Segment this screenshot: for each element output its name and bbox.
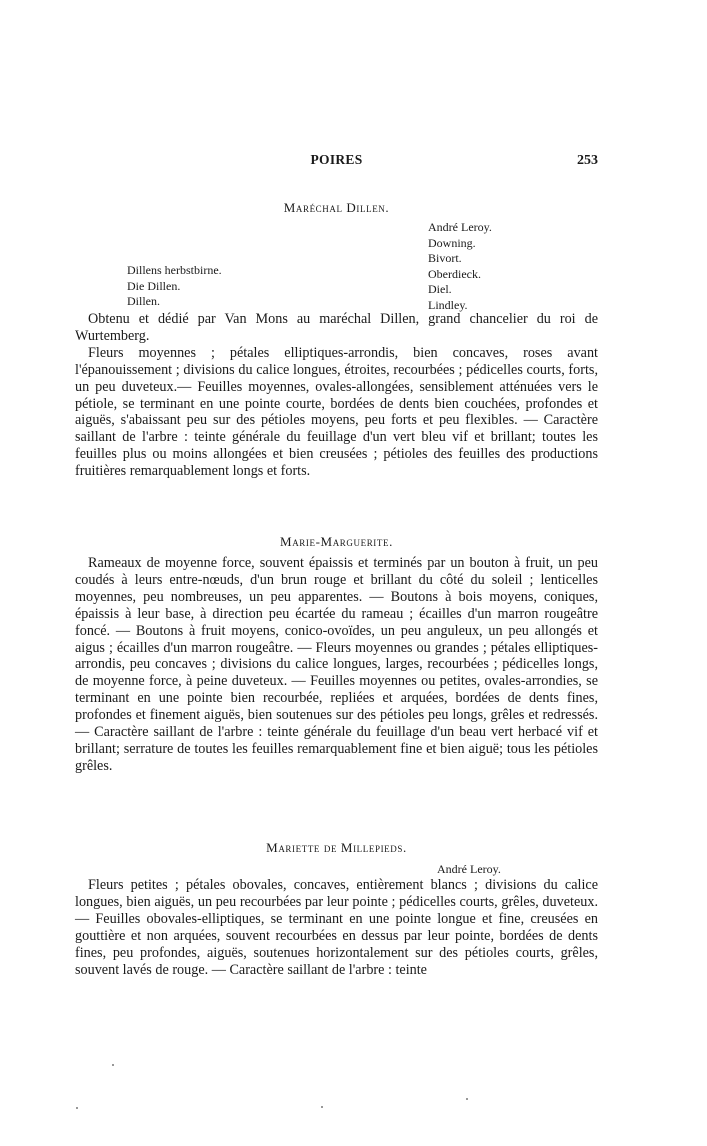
author-reference: Oberdieck.	[428, 266, 481, 281]
paragraph-description: Rameaux de moyenne force, souvent épaissis et terminés par un bouton à fruit, un peu coudés à leurs entre-nœuds, d'un brun rouge et brillant du côté du soleil ; lenticelles moyennes, peu nombreuses, un peu apparentes. — Boutons à bois moyens, coniques, épaissis à leur base, à direction peu écartée du rameau ; écailles d'un marron rougeâtre foncé. — Boutons à fruit moyens, conico-ovoïdes, un peu anguleux, un peu allongés et aigus ; écailles d'un marron rougeâtre. — Fleurs moyennes ou grandes ; pétales elliptiques-arrondis, peu concaves ; divisions du calice longues, larges, recourbées ; pédicelles longs, de moyenne force, à peine duveteux. — Feuilles moyennes ou petites, ovales-arrondies, se terminant en une pointe bien recourbée, repliées et arquées, bordées de dents fines, profondes et finement aiguës, bien soutenues sur des pétioles peu longs, grêles et redressés. — Caractère saillant de l'arbre : teinte générale du feuillage d'un beau vert herbacé vif et brillant; serrature de toutes les feuilles remarquablement fine et bien aiguë; tous les pétioles grêles.	[75, 555, 598, 774]
entry-heading-mariette-de-millepieds: Mariette de Millepieds.	[266, 840, 407, 855]
authors-list	[428, 220, 492, 313]
running-head	[75, 152, 598, 172]
print-speck	[76, 1107, 78, 1109]
author-reference: Diel.	[428, 282, 452, 296]
author-reference: André Leroy.	[437, 862, 501, 876]
print-speck	[321, 1106, 323, 1108]
synonym: Dillen.	[127, 294, 160, 308]
entry-heading-marechal-dillen: Maréchal Dillen.	[283, 200, 390, 215]
paragraph-description: Fleurs moyennes ; pétales elliptiques-arrondis, bien concaves, roses avant l'épanouissement ; divisions du calice longues, étroites, recourbées ; pédicelles courts, forts, un peu duveteux.— Feuilles moyennes, ovales-allongées, sensiblement atténuées vers le pétiole, se terminant en une pointe courte, bordées de dents bien couchées, profondes et aiguës, s'abaissant peu sur des pétioles moyens, peu forts et peu flexibles. — Caractère saillant de l'arbre : teinte générale du feuillage d'un vert bleu vif et brillant; toutes les feuilles plus ou moins allongées et bien creusées ; pétioles des feuilles des productions fruitières remarquablement longs et forts.	[75, 344, 598, 480]
paragraph-origin: Obtenu et dédié par Van Mons au maréchal Dillen, grand chancelier du roi de Wurtemberg.	[75, 311, 598, 344]
author-reference: Downing.	[428, 235, 476, 250]
entry-body-mariette-de-millepieds	[75, 877, 598, 978]
author-reference: Lindley.	[428, 297, 468, 312]
author-reference: André Leroy.	[428, 220, 492, 234]
entry-heading-marie-marguerite: Marie-Marguerite.	[280, 534, 393, 549]
synonyms-list	[127, 263, 222, 310]
synonym: Dillens herbstbirne.	[127, 263, 222, 277]
running-title: POIRES	[310, 152, 363, 167]
print-speck	[466, 1098, 468, 1100]
author-reference: Bivort.	[428, 251, 462, 265]
entry-body-marechal-dillen	[75, 311, 598, 480]
synonym: Die Dillen.	[127, 278, 181, 293]
print-speck	[112, 1064, 114, 1066]
page-number: 253	[577, 153, 598, 168]
entry-body-marie-marguerite	[75, 555, 598, 775]
paragraph-description: Fleurs petites ; pétales obovales, concaves, entièrement blancs ; divisions du calice longues, bien aiguës, un peu recourbées par leur pointe ; pédicelles courts, grêles, duveteux. — Feuilles obovales-elliptiques, se terminant en une pointe longue et fine, creusées en gouttière et non arquées, souvent recourbées en dessus par leur pointe, bordées de dents fines, peu profondes, aiguës, soutenues horizontalement sur des pétioles courts, grêles, souvent lavés de rouge. — Caractère saillant de l'arbre : teinte	[75, 877, 598, 978]
